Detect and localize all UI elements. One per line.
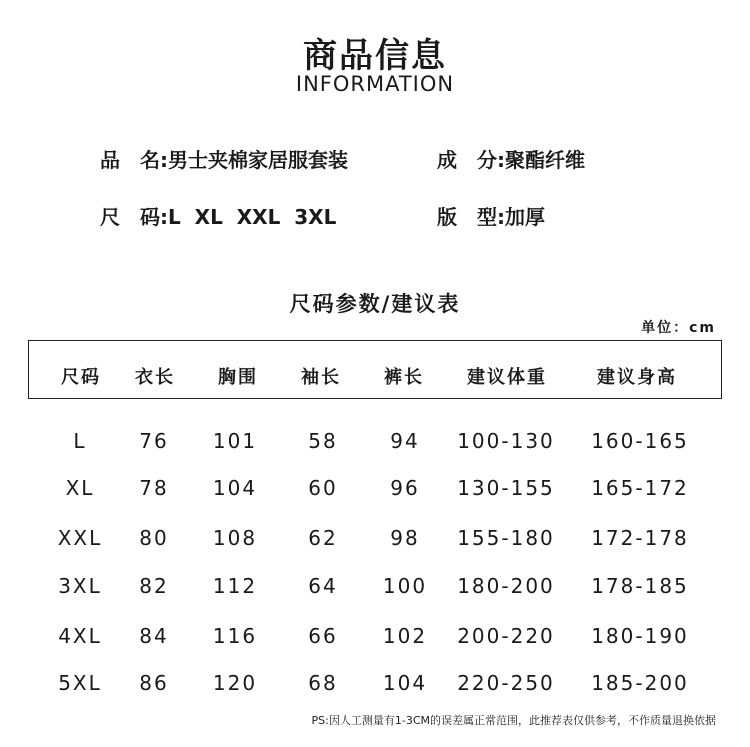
table-cell: 220-250 bbox=[457, 671, 555, 695]
table-cell: 116 bbox=[212, 624, 258, 648]
table-cell: XL bbox=[65, 476, 95, 500]
table-cell: 120 bbox=[212, 671, 258, 695]
table-row bbox=[0, 429, 750, 459]
table-cell: 4XL bbox=[58, 624, 102, 648]
product-name-label: 品 名: bbox=[100, 148, 168, 172]
table-cell: 172-178 bbox=[591, 526, 689, 550]
table-cell: 101 bbox=[212, 429, 258, 453]
table-cell: 100 bbox=[382, 574, 428, 598]
fit-value: 加厚 bbox=[505, 205, 545, 229]
table-cell: 76 bbox=[139, 429, 169, 453]
size-value: L XL XXL 3XL bbox=[168, 205, 337, 229]
table-cell: 180-190 bbox=[591, 624, 689, 648]
table-cell: 112 bbox=[212, 574, 258, 598]
table-cell: 178-185 bbox=[591, 574, 689, 598]
page-subtitle: INFORMATION bbox=[295, 72, 455, 96]
material-label: 成 分: bbox=[437, 148, 505, 172]
table-cell: L bbox=[73, 429, 87, 453]
product-name-row bbox=[100, 144, 348, 173]
table-cell: 60 bbox=[308, 476, 338, 500]
table-cell: 68 bbox=[308, 671, 338, 695]
table-cell: 94 bbox=[390, 429, 420, 453]
product-name-value: 男士夹棉家居服套装 bbox=[168, 148, 348, 172]
table-cell: 64 bbox=[308, 574, 338, 598]
footnote: PS:因人工测量有1-3CM的误差属正常范围，此推荐表仅供参考，不作质量退换依据 bbox=[311, 714, 716, 727]
table-cell: 185-200 bbox=[591, 671, 689, 695]
table-cell: XXL bbox=[57, 526, 103, 550]
table-row bbox=[0, 574, 750, 604]
table-cell: 104 bbox=[212, 476, 258, 500]
fit-row bbox=[437, 201, 545, 230]
column-header: 裤长 bbox=[384, 367, 424, 388]
table-cell: 108 bbox=[212, 526, 258, 550]
column-header: 衣长 bbox=[135, 367, 175, 388]
table-cell: 200-220 bbox=[457, 624, 555, 648]
table-cell: 78 bbox=[139, 476, 169, 500]
size-label: 尺 码: bbox=[100, 205, 168, 229]
page-title: 商品信息 bbox=[303, 36, 447, 76]
column-header: 尺码 bbox=[61, 367, 101, 388]
size-table-header bbox=[28, 340, 722, 399]
table-cell: 80 bbox=[139, 526, 169, 550]
table-cell: 86 bbox=[139, 671, 169, 695]
table-cell: 165-172 bbox=[591, 476, 689, 500]
size-row bbox=[100, 201, 336, 230]
fit-label: 版 型: bbox=[437, 205, 505, 229]
table-cell: 66 bbox=[308, 624, 338, 648]
size-table-title: 尺码参数/建议表 bbox=[289, 292, 461, 316]
column-header: 建议体重 bbox=[467, 367, 547, 388]
table-cell: 58 bbox=[308, 429, 338, 453]
material-row bbox=[437, 144, 585, 173]
table-cell: 84 bbox=[139, 624, 169, 648]
table-cell: 62 bbox=[308, 526, 338, 550]
column-header: 胸围 bbox=[218, 367, 258, 388]
table-row bbox=[0, 476, 750, 506]
material-value: 聚酯纤维 bbox=[505, 148, 585, 172]
table-cell: 98 bbox=[390, 526, 420, 550]
table-cell: 160-165 bbox=[591, 429, 689, 453]
table-row bbox=[0, 526, 750, 556]
table-cell: 3XL bbox=[58, 574, 102, 598]
table-cell: 104 bbox=[382, 671, 428, 695]
table-cell: 5XL bbox=[58, 671, 102, 695]
table-cell: 82 bbox=[139, 574, 169, 598]
table-cell: 100-130 bbox=[457, 429, 555, 453]
table-row bbox=[0, 624, 750, 654]
table-cell: 180-200 bbox=[457, 574, 555, 598]
column-header: 袖长 bbox=[301, 367, 341, 388]
table-row bbox=[0, 671, 750, 701]
column-header: 建议身高 bbox=[597, 367, 677, 388]
table-cell: 130-155 bbox=[457, 476, 555, 500]
table-cell: 102 bbox=[382, 624, 428, 648]
unit-label: 单位：cm bbox=[641, 320, 716, 336]
table-cell: 96 bbox=[390, 476, 420, 500]
table-cell: 155-180 bbox=[457, 526, 555, 550]
